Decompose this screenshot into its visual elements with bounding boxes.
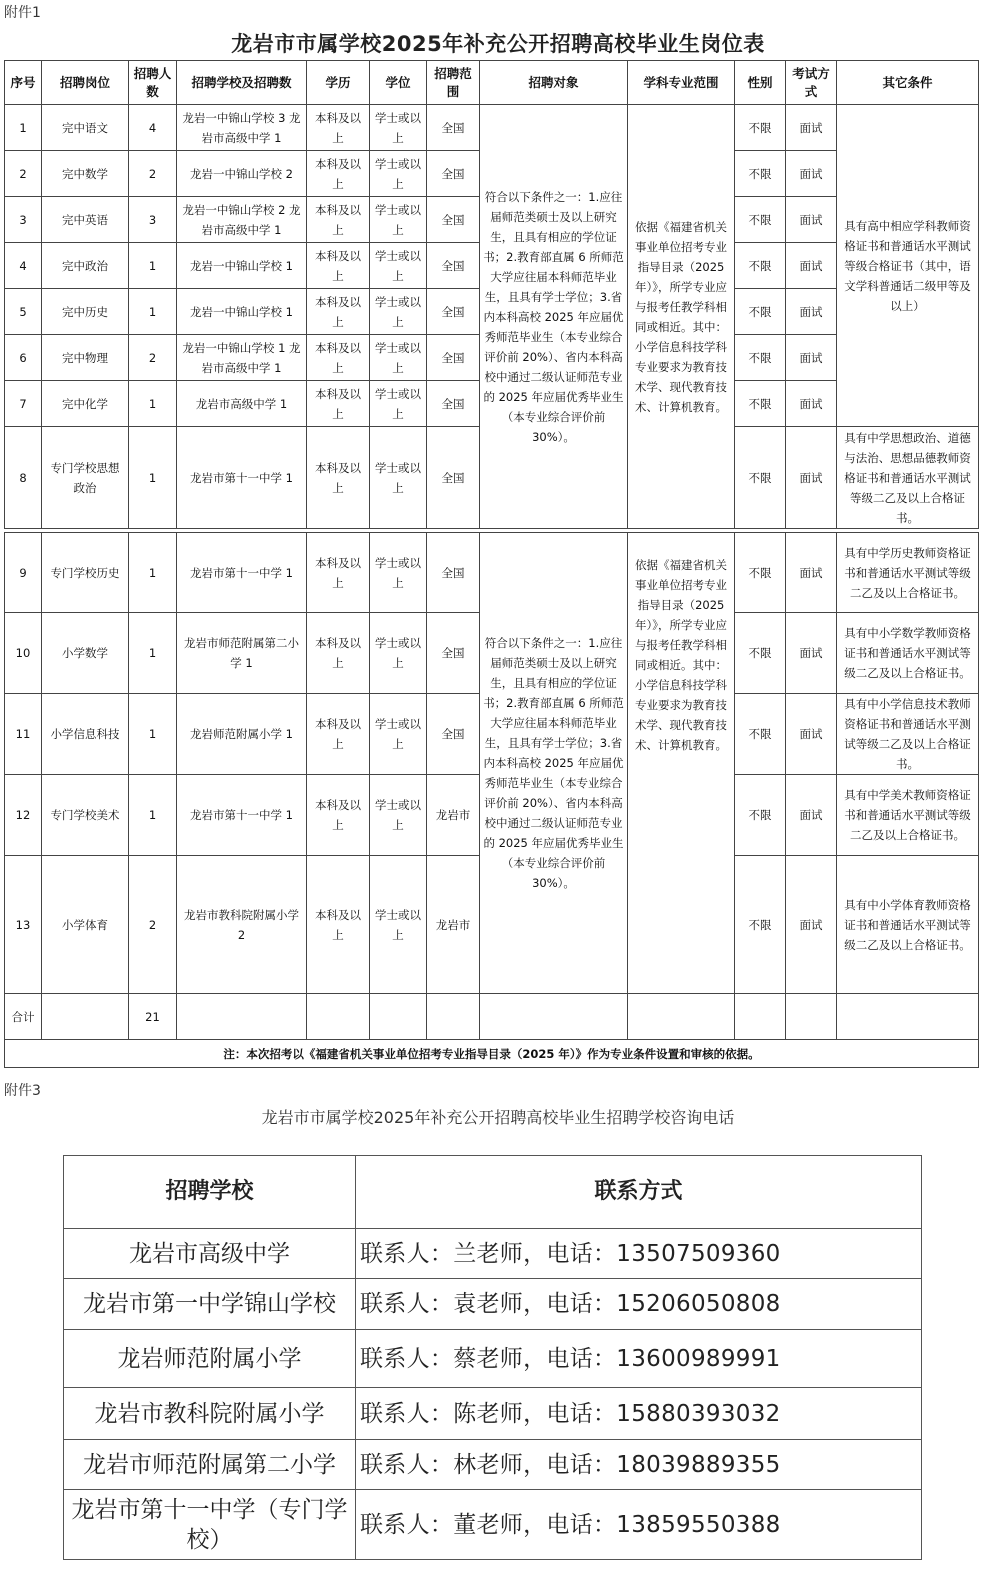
cell-exam: 面试 [786, 197, 837, 243]
cell-degree: 学士或以上 [370, 694, 427, 775]
cell-count: 1 [129, 427, 177, 529]
table-row [5, 105, 979, 151]
cell-exam: 面试 [786, 335, 837, 381]
cell-degree: 学士或以上 [370, 856, 427, 994]
cell-edu: 本科及以上 [307, 243, 370, 289]
cell-scope: 全国 [427, 533, 480, 613]
cell-exam: 面试 [786, 775, 837, 856]
cell-degree: 学士或以上 [370, 197, 427, 243]
cell-degree: 学士或以上 [370, 289, 427, 335]
cell-edu: 本科及以上 [307, 289, 370, 335]
cell-post: 完中化学 [42, 381, 129, 427]
cell-scope: 全国 [427, 151, 480, 197]
cell-exam: 面试 [786, 289, 837, 335]
cell-edu: 本科及以上 [307, 151, 370, 197]
cell-edu: 本科及以上 [307, 381, 370, 427]
cell-count: 1 [129, 289, 177, 335]
cell-school: 龙岩一中锦山学校 1 龙岩市高级中学 1 [177, 335, 307, 381]
annex-1-label: 附件1 [4, 5, 41, 21]
cell-seq: 5 [5, 289, 42, 335]
cell-seq: 9 [5, 533, 42, 613]
cell-target-merged: 符合以下条件之一：1.应往届师范类硕士及以上研究生，且具有相应的学位证书；2.教育部直属 6 所师范大学应往届本科师范毕业生，且具有学士学位；3.省内本科高校 2025 年应届优秀师范毕业生（本专业综合评价前 20%）、省内本科高校中通过二级认证师范专业的 2025 年应届优秀毕业生（本专业综合评价前 30%）。 [480, 533, 628, 994]
contacts-header-row [64, 1156, 922, 1229]
cell-gender: 不限 [735, 613, 786, 694]
cell-exam: 面试 [786, 533, 837, 613]
cell-degree: 学士或以上 [370, 381, 427, 427]
cell-target-merged: 符合以下条件之一：1.应往届师范类硕士及以上研究生，且具有相应的学位证书；2.教育部直属 6 所师范大学应往届本科师范毕业生，且具有学士学位；3.省内本科高校 2025 年应届优秀师范毕业生（本专业综合评价前 20%）、省内本科高校中通过二级认证师范专业的 2025 年应届优秀毕业生（本专业综合评价前 30%）。 [480, 105, 628, 529]
contacts-title: 龙岩市市属学校2025年补充公开招聘高校毕业生招聘学校咨询电话 [261, 1108, 735, 1127]
cell-gender: 不限 [735, 105, 786, 151]
cell-school: 龙岩一中锦山学校 1 [177, 289, 307, 335]
cell-school: 龙岩市第十一中学 1 [177, 533, 307, 613]
contact-school: 龙岩市教科院附属小学 [64, 1388, 356, 1440]
cell-post: 完中历史 [42, 289, 129, 335]
contacts-table [63, 1155, 922, 1560]
cell-major-merged: 依据《福建省机关事业单位招考专业指导目录（2025年）》，所学专业应与报考任教学科相同或相近。其中：小学信息科技学科专业要求为教育技术学、现代教育技术、计算机教育。 [628, 105, 735, 529]
cell-seq: 4 [5, 243, 42, 289]
cell-edu: 本科及以上 [307, 197, 370, 243]
cell-edu: 本科及以上 [307, 533, 370, 613]
cell-other: 具有中学美术教师资格证书和普通话水平测试等级二乙及以上合格证书。 [837, 775, 979, 856]
cell-edu: 本科及以上 [307, 427, 370, 529]
cell-post: 专门学校历史 [42, 533, 129, 613]
cell-exam: 面试 [786, 243, 837, 289]
cell-count: 2 [129, 151, 177, 197]
cell-edu: 本科及以上 [307, 775, 370, 856]
contact-info: 联系人：袁老师，电话：15206050808 [356, 1279, 922, 1330]
cell-gender: 不限 [735, 381, 786, 427]
header-other: 其它条件 [837, 61, 979, 105]
cell-post: 专门学校美术 [42, 775, 129, 856]
contact-info: 联系人：兰老师，电话：13507509360 [356, 1229, 922, 1279]
header-post: 招聘岗位 [42, 61, 129, 105]
table-note: 注：本次招考以《福建省机关事业单位招考专业指导目录（2025 年）》作为专业条件设置和审核的依据。 [5, 1040, 979, 1068]
header-count: 招聘人数 [129, 61, 177, 105]
cell-gender: 不限 [735, 533, 786, 613]
cell-exam: 面试 [786, 381, 837, 427]
cell-post: 完中政治 [42, 243, 129, 289]
note-row [5, 1040, 979, 1068]
cell-edu: 本科及以上 [307, 105, 370, 151]
header-gender: 性别 [735, 61, 786, 105]
cell-school: 龙岩一中锦山学校 2 龙岩市高级中学 1 [177, 197, 307, 243]
cell-scope: 全国 [427, 613, 480, 694]
contact-school: 龙岩市第一中学锦山学校 [64, 1279, 356, 1330]
cell-gender: 不限 [735, 197, 786, 243]
cell-count: 4 [129, 105, 177, 151]
contact-school: 龙岩市第十一中学（专门学校） [64, 1490, 356, 1560]
cell-exam: 面试 [786, 105, 837, 151]
cell-post: 完中数学 [42, 151, 129, 197]
header-exam: 考试方式 [786, 61, 837, 105]
cell-count: 1 [129, 775, 177, 856]
contact-row [64, 1330, 922, 1388]
header-edu: 学历 [307, 61, 370, 105]
contact-info: 联系人：董老师，电话：13859550388 [356, 1490, 922, 1560]
cell-scope: 龙岩市 [427, 775, 480, 856]
cell-scope: 全国 [427, 197, 480, 243]
header-major: 学科专业范围 [628, 61, 735, 105]
cell-major-merged: 依据《福建省机关事业单位招考专业指导目录（2025年）》，所学专业应与报考任教学科相同或相近。其中：小学信息科技学科专业要求为教育技术学、现代教育技术、计算机教育。 [628, 533, 735, 994]
cell-count: 1 [129, 533, 177, 613]
cell-post: 小学信息科技 [42, 694, 129, 775]
cell-count: 1 [129, 694, 177, 775]
contact-school: 龙岩市师范附属第二小学 [64, 1440, 356, 1490]
cell-count: 1 [129, 613, 177, 694]
header-school: 招聘学校 [64, 1156, 356, 1229]
cell-other-merged: 具有高中相应学科教师资格证书和普通话水平测试等级合格证书（其中，语文学科普通话二级甲等及以上） [837, 105, 979, 427]
table-row [5, 533, 979, 613]
cell-post: 完中英语 [42, 197, 129, 243]
cell-count: 1 [129, 243, 177, 289]
cell-post: 完中物理 [42, 335, 129, 381]
cell-seq: 11 [5, 694, 42, 775]
cell-school: 龙岩市师范附属第二小学 1 [177, 613, 307, 694]
cell-post: 专门学校思想政治 [42, 427, 129, 529]
cell-gender: 不限 [735, 243, 786, 289]
contact-row [64, 1279, 922, 1330]
cell-exam: 面试 [786, 694, 837, 775]
cell-seq: 7 [5, 381, 42, 427]
header-target: 招聘对象 [480, 61, 628, 105]
header-degree: 学位 [370, 61, 427, 105]
cell-post: 完中语文 [42, 105, 129, 151]
cell-school: 龙岩市第十一中学 1 [177, 775, 307, 856]
cell-count: 2 [129, 856, 177, 994]
cell-scope: 全国 [427, 289, 480, 335]
contact-row [64, 1440, 922, 1490]
cell-scope: 全国 [427, 335, 480, 381]
cell-edu: 本科及以上 [307, 694, 370, 775]
cell-edu: 本科及以上 [307, 613, 370, 694]
cell-seq: 6 [5, 335, 42, 381]
cell-seq: 2 [5, 151, 42, 197]
cell-degree: 学士或以上 [370, 335, 427, 381]
cell-gender: 不限 [735, 335, 786, 381]
cell-seq: 1 [5, 105, 42, 151]
page-title: 龙岩市市属学校2025年补充公开招聘高校毕业生岗位表 [231, 32, 765, 56]
cell-count: 2 [129, 335, 177, 381]
cell-school: 龙岩市第十一中学 1 [177, 427, 307, 529]
cell-gender: 不限 [735, 289, 786, 335]
cell-exam: 面试 [786, 856, 837, 994]
total-row [5, 994, 979, 1040]
cell-post: 小学数学 [42, 613, 129, 694]
cell-scope: 全国 [427, 243, 480, 289]
cell-school: 龙岩一中锦山学校 1 [177, 243, 307, 289]
positions-table-part-2 [4, 532, 979, 1068]
cell-gender: 不限 [735, 694, 786, 775]
header-contact: 联系方式 [356, 1156, 922, 1229]
cell-school: 龙岩师范附属小学 1 [177, 694, 307, 775]
contact-school: 龙岩市高级中学 [64, 1229, 356, 1279]
cell-school: 龙岩市高级中学 1 [177, 381, 307, 427]
cell-seq: 12 [5, 775, 42, 856]
cell-scope: 全国 [427, 381, 480, 427]
cell-gender: 不限 [735, 775, 786, 856]
cell-seq: 8 [5, 427, 42, 529]
contact-info: 联系人：陈老师，电话：15880393032 [356, 1388, 922, 1440]
cell-school: 龙岩一中锦山学校 2 [177, 151, 307, 197]
cell-edu: 本科及以上 [307, 856, 370, 994]
total-empty [42, 994, 129, 1040]
cell-degree: 学士或以上 [370, 775, 427, 856]
cell-seq: 10 [5, 613, 42, 694]
contact-info: 联系人：蔡老师，电话：13600989991 [356, 1330, 922, 1388]
annex-3-label: 附件3 [4, 1083, 41, 1099]
contact-school: 龙岩师范附属小学 [64, 1330, 356, 1388]
cell-count: 3 [129, 197, 177, 243]
table-header-row [5, 61, 979, 105]
cell-gender: 不限 [735, 856, 786, 994]
cell-degree: 学士或以上 [370, 533, 427, 613]
total-value: 21 [129, 994, 177, 1040]
header-scope: 招聘范围 [427, 61, 480, 105]
contact-row [64, 1388, 922, 1440]
cell-other: 具有中小学体育教师资格证书和普通话水平测试等级二乙及以上合格证书。 [837, 856, 979, 994]
cell-scope: 全国 [427, 694, 480, 775]
cell-school: 龙岩一中锦山学校 3 龙岩市高级中学 1 [177, 105, 307, 151]
header-seq: 序号 [5, 61, 42, 105]
header-school: 招聘学校及招聘数 [177, 61, 307, 105]
cell-degree: 学士或以上 [370, 613, 427, 694]
cell-gender: 不限 [735, 151, 786, 197]
cell-scope: 全国 [427, 427, 480, 529]
cell-seq: 13 [5, 856, 42, 994]
positions-table-part-1 [4, 60, 979, 529]
contact-row [64, 1490, 922, 1560]
cell-exam: 面试 [786, 427, 837, 529]
cell-other: 具有中小学数学教师资格证书和普通话水平测试等级二乙及以上合格证书。 [837, 613, 979, 694]
contact-row [64, 1229, 922, 1279]
cell-degree: 学士或以上 [370, 427, 427, 529]
cell-school: 龙岩市教科院附属小学 2 [177, 856, 307, 994]
total-label: 合计 [5, 994, 42, 1040]
cell-other: 具有中小学信息技术教师资格证书和普通话水平测试等级二乙及以上合格证书。 [837, 694, 979, 775]
cell-exam: 面试 [786, 151, 837, 197]
cell-edu: 本科及以上 [307, 335, 370, 381]
cell-post: 小学体育 [42, 856, 129, 994]
cell-exam: 面试 [786, 613, 837, 694]
cell-scope: 龙岩市 [427, 856, 480, 994]
cell-other: 具有中学历史教师资格证书和普通话水平测试等级二乙及以上合格证书。 [837, 533, 979, 613]
cell-degree: 学士或以上 [370, 105, 427, 151]
cell-degree: 学士或以上 [370, 151, 427, 197]
cell-scope: 全国 [427, 105, 480, 151]
cell-gender: 不限 [735, 427, 786, 529]
contact-info: 联系人：林老师，电话：18039889355 [356, 1440, 922, 1490]
cell-count: 1 [129, 381, 177, 427]
cell-degree: 学士或以上 [370, 243, 427, 289]
cell-other: 具有中学思想政治、道德与法治、思想品德教师资格证书和普通话水平测试等级二乙及以上合格证书。 [837, 427, 979, 529]
cell-seq: 3 [5, 197, 42, 243]
